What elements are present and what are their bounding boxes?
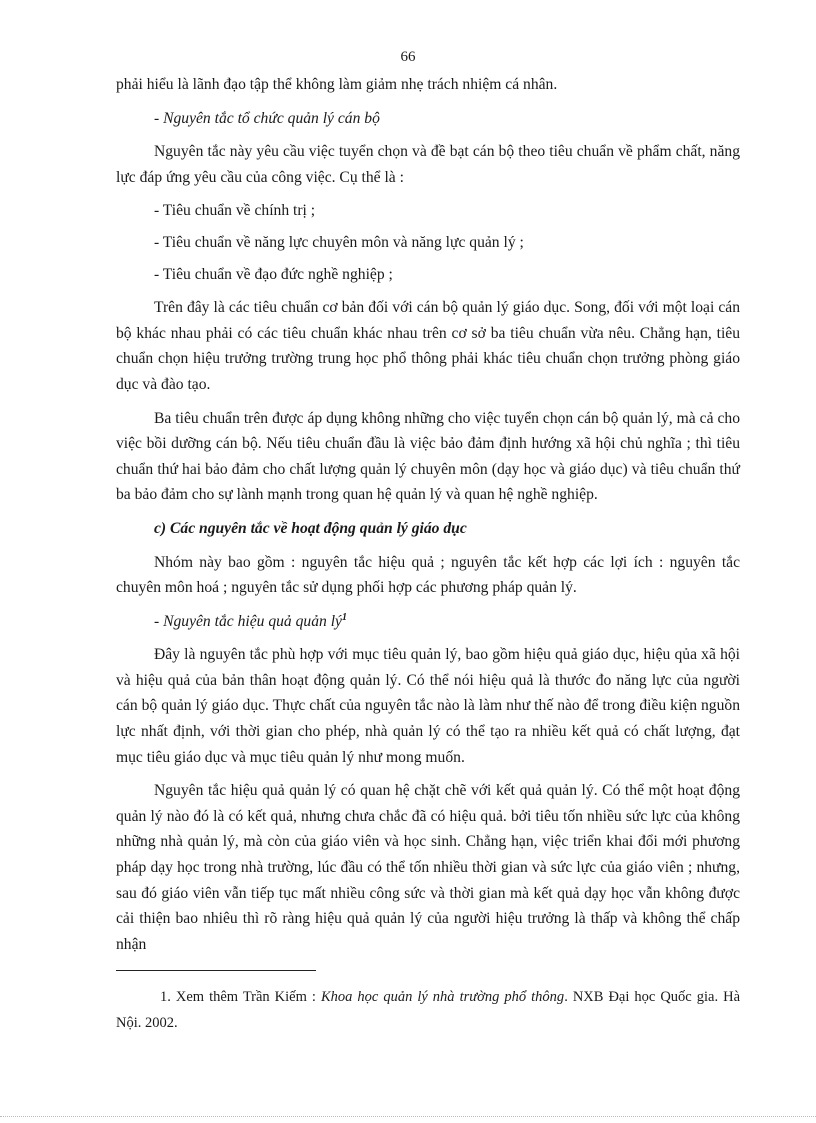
paragraph-three-standards: Ba tiêu chuẩn trên được áp dụng không những cho việc tuyển chọn cán bộ quản lý, mà cả cho việc bồi dưỡng cán bộ. Nếu tiêu chuẩn đầu là việc bảo đảm định hướng xã hội chủ nghĩa ; thì tiêu chuẩn thứ hai bảo đảm cho chất lượng quản lý chuyên môn (dạy học và giáo dục) và tiêu chuẩn thứ ba bảo đảm cho sự lành mạnh trong quan hệ quản lý và quan hệ nghề nghiệp.: [116, 409, 740, 504]
paragraph-basic-standards: Trên đây là các tiêu chuẩn cơ bản đối với cán bộ quản lý giáo dục. Song, đối với một loại cán bộ khác nhau phải có các tiêu chuẩn khác nhau trên cơ sở ba tiêu chuẩn vừa nêu. Chẳng hạn, tiêu chuẩn chọn hiệu trưởng trường trung học phổ thông phải khác tiêu chuẩn chọn trưởng phòng giáo dục và đào tạo.: [116, 299, 740, 393]
heading-management-activity-principles: c) Các nguyên tắc về hoạt động quản lý giáo dục: [154, 519, 467, 537]
footnote: [116, 984, 740, 1036]
page-number: 66: [400, 49, 416, 65]
list-item-political-standard: - Tiêu chuẩn về chính trị ;: [154, 202, 316, 220]
footnote-suffix: . NXB Đại học Quốc gia. Hà Nội. 2002.: [116, 989, 741, 1031]
paragraph-efficiency-definition: Đây là nguyên tắc phù hợp với mục tiêu quản lý, bao gồm hiệu quả giáo dục, hiệu qủa xã hội và hiệu quả của bản thân hoạt động quản lý. Có thể nói hiệu quả là thước đo năng lực của người cán bộ quản lý giáo dục. Thực chất của nguyên tắc nào là làm như thế nào để trong điều kiện nguồn lực nhất định, với thời gian cho phép, nhà quản lý có thể tạo ra nhiều kết quả có chất lượng, đạt mục tiêu giáo dục và mục tiêu quản lý như mong muốn.: [116, 646, 740, 766]
heading-efficiency-text: - Nguyên tắc hiệu quả quản lý: [154, 612, 342, 630]
paragraph-efficiency-results: Nguyên tắc hiệu quả quản lý có quan hệ chặt chẽ với kết quả quản lý. Có thể một hoạt động quản lý nào đó là có kết quả, nhưng chưa chắc đã có hiệu quả. bởi tiêu tốn nhiều sức lực của không những nhà quản lý, mà còn của giáo viên và học sinh. Chẳng hạn, việc triển khai đổi mới phương pháp dạy học trong nhà trường, lúc đầu có thể tốn nhiều thời gian và sức lực của giáo viên ; nhưng, sau đó giáo viên vẫn tiếp tục mất nhiều công sức và thời gian mà kết quả dạy học vẫn không được cải thiện bao nhiêu thì rõ ràng hiệu quả quản lý của người hiệu trưởng là thấp và không thể chấp nhận: [116, 782, 740, 953]
list-item-ethics-standard: - Tiêu chuẩn về đạo đức nghề nghiệp ;: [154, 265, 393, 283]
footnote-reference: 1: [341, 611, 347, 623]
heading-cadre-management-principle: - Nguyên tắc tổ chức quản lý cán bộ: [154, 109, 380, 127]
page-bottom-border: [0, 1116, 816, 1117]
heading-efficiency-principle: [116, 609, 740, 635]
body-text: [116, 72, 740, 965]
footnote-prefix: 1. Xem thêm Trần Kiếm :: [160, 989, 321, 1005]
paragraph-selection-requirements: Nguyên tắc này yêu cầu việc tuyển chọn và đề bạt cán bộ theo tiêu chuẩn về phẩm chất, năng lực đáp ứng yêu cầu của công việc. Cụ thể là :: [116, 143, 740, 186]
paragraph-continuation: phải hiểu là lãnh đạo tập thể không làm giảm nhẹ trách nhiệm cá nhân.: [116, 76, 558, 93]
paragraph-principle-group: Nhóm này bao gồm : nguyên tắc hiệu quả ; nguyên tắc kết hợp các lợi ích : nguyên tắc chuyên môn hoá ; nguyên tắc sử dụng phối hợp các phương pháp quản lý.: [116, 553, 740, 597]
footnote-divider: [116, 970, 316, 971]
footnote-book-title: Khoa học quản lý nhà trường phổ thông: [320, 989, 565, 1005]
list-item-competence-standard: - Tiêu chuẩn về năng lực chuyên môn và năng lực quản lý ;: [154, 233, 524, 251]
